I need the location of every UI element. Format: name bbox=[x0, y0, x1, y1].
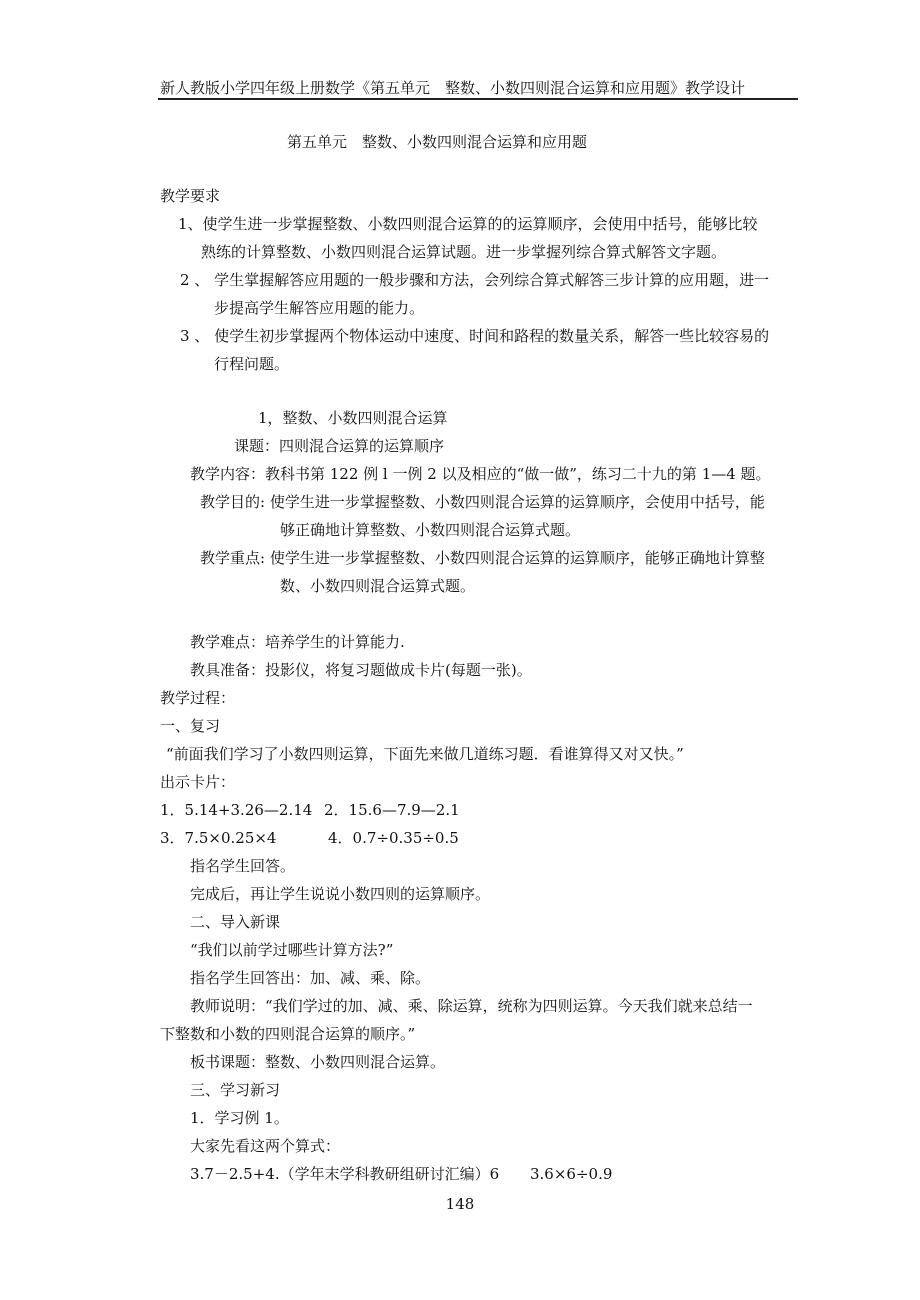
intro-heading: 二、导入新课 bbox=[190, 913, 281, 931]
teacher-explain-line-2: 下整数和小数的四则混合运算的顺序。” bbox=[160, 1025, 416, 1043]
intro-quote: “我们以前学过哪些计算方法?” bbox=[190, 941, 394, 959]
name-students-answer: 指名学生回答。 bbox=[190, 857, 296, 875]
teaching-difficulty: 教学难点：培养学生的计算能力. bbox=[190, 633, 405, 651]
req-3-line-1: 3 、 使学生初步掌握两个物体运动中速度、时间和路程的数量关系，解答一些比较容易的 bbox=[180, 327, 770, 345]
learn-heading: 三、学习新习 bbox=[190, 1081, 281, 1099]
req-heading: 教学要求 bbox=[160, 187, 221, 205]
review-heading: 一、复习 bbox=[160, 717, 221, 735]
exercise-2: 2．15.6—7.9—2.1 bbox=[324, 801, 460, 819]
section-heading: 1，整数、小数四则混合运算 bbox=[258, 409, 448, 427]
header-rule bbox=[158, 98, 798, 100]
exercise-4: 4．0.7÷0.35÷0.5 bbox=[328, 829, 459, 847]
page-number: 148 bbox=[445, 1195, 475, 1213]
req-3-line-2: 行程问题。 bbox=[214, 355, 290, 373]
look-formulas: 大家先看这两个算式： bbox=[190, 1137, 341, 1155]
exercise-1: 1．5.14+3.26—2.14 bbox=[160, 801, 313, 819]
teaching-content: 教学内容：教科书第 122 例 l 一例 2 以及相应的“做一做”，练习二十九的第 1—4 题。 bbox=[190, 465, 771, 483]
req-1-line-2: 熟练的计算整数、小数四则混合运算试题。进一步掌握列综合算式解答文字题。 bbox=[201, 243, 727, 261]
show-cards: 出示卡片： bbox=[160, 773, 236, 791]
req-1-line-1: 1、使学生进一步掌握整数、小数四则混合运算的的运算顺序，会使用中括号，能够比较 bbox=[178, 215, 758, 233]
unit-title: 第五单元 整数、小数四则混合运算和应用题 bbox=[287, 133, 588, 151]
students-answer-ops: 指名学生回答出：加、减、乘、除。 bbox=[190, 969, 431, 987]
after-finishing: 完成后，再让学生说说小数四则的运算顺序。 bbox=[190, 885, 491, 903]
teaching-process: 教学过程： bbox=[160, 689, 236, 707]
req-2-line-2: 步提高学生解答应用题的能力。 bbox=[214, 299, 425, 317]
teaching-tools: 教具准备：投影仪，将复习题做成卡片(每题一张)。 bbox=[190, 661, 532, 679]
formula-1: 3.7－2.5+4.（学年末学科教研组研讨汇编）6 bbox=[190, 1165, 500, 1183]
teaching-key-line-1: 教学重点: 使学生进一步掌握整数、小数四则混合运算的运算顺序，能够正确地计算整 bbox=[200, 549, 765, 567]
teaching-key-line-2: 数、小数四则混合运算式题。 bbox=[280, 577, 476, 595]
study-example: 1．学习例 1。 bbox=[190, 1109, 289, 1127]
review-quote: “前面我们学习了小数四则运算，下面先来做几道练习题．看谁算得又对又快。” bbox=[166, 745, 684, 763]
formula-2: 3.6×6÷0.9 bbox=[530, 1165, 613, 1183]
teaching-aim-line-2: 够正确地计算整数、小数四则混合运算式题。 bbox=[280, 521, 581, 539]
lesson-topic: 课题：四则混合运算的运算顺序 bbox=[234, 437, 445, 455]
board-topic: 板书课题：整数、小数四则混合运算。 bbox=[190, 1053, 446, 1071]
teacher-explain-line-1: 教师说明：“我们学过的加、减、乘、除运算，统称为四则运算。今天我们就来总结一 bbox=[190, 997, 753, 1015]
req-2-line-1: 2 、 学生掌握解答应用题的一般步骤和方法，会列综合算式解答三步计算的应用题，进一 bbox=[180, 271, 770, 289]
teaching-aim-line-1: 教学目的: 使学生进一步掌握整数、小数四则混合运算的运算顺序，会使用中括号，能 bbox=[200, 493, 765, 511]
running-header: 新人教版小学四年级上册数学《第五单元 整数、小数四则混合运算和应用题》教学设计 bbox=[160, 79, 746, 97]
exercise-3: 3．7.5×0.25×4 bbox=[160, 829, 277, 847]
